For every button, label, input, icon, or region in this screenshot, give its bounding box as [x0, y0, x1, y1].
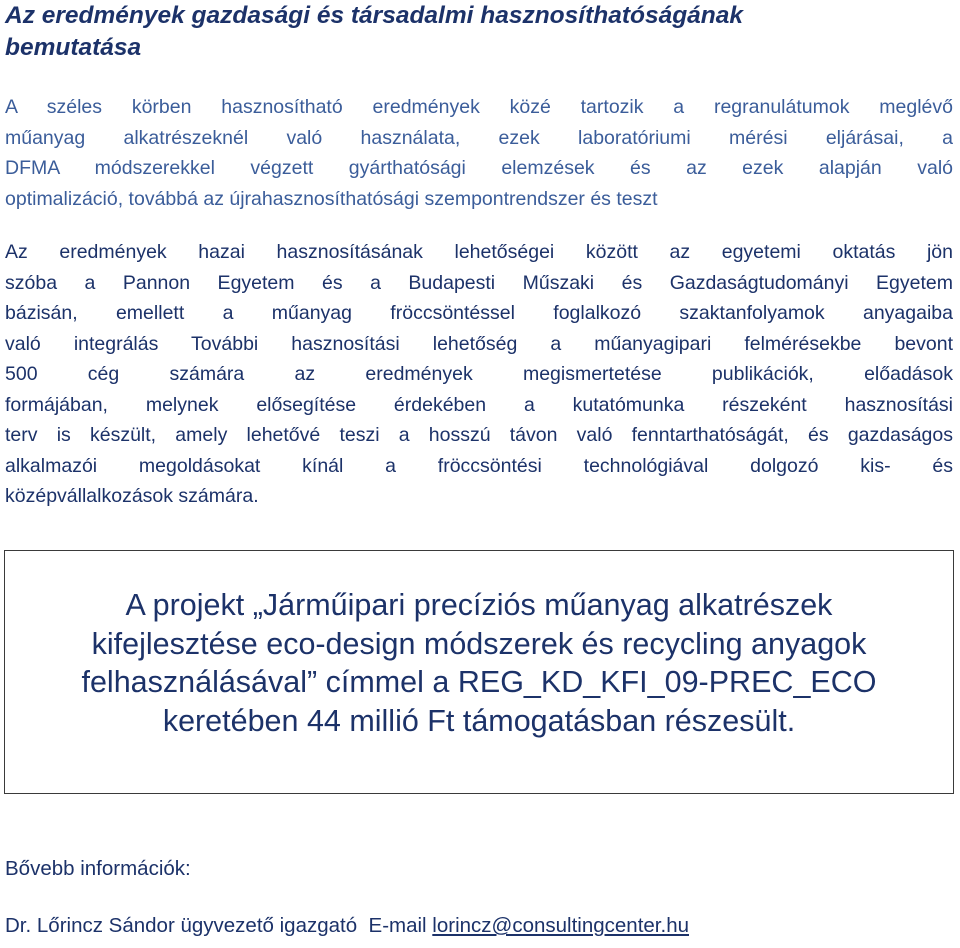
paragraph-domestic-usage	[5, 237, 953, 512]
title-line: bemutatása	[5, 34, 142, 61]
paragraph-results-usage	[5, 92, 953, 214]
funding-line: A projekt „Járműipari precíziós műanyag alkatrészek	[125, 588, 833, 622]
email-link[interactable]: lorincz@consultingcenter.hu	[432, 914, 689, 937]
paragraph-line: bázisán, emellett a műanyag fröccsöntéssel foglalkozó szaktanfolyamok anyagaiba	[5, 302, 953, 324]
funding-notice-text	[5, 586, 953, 740]
paragraph-line: Az eredmények hazai hasznosításának lehetőségei között az egyetemi oktatás jön	[5, 241, 953, 263]
funding-line: keretében 44 millió Ft támogatásban részesült.	[162, 703, 796, 738]
title-line: Az eredmények gazdasági és társadalmi hasznosíthatóságának	[5, 2, 744, 29]
paragraph-line: szóba a Pannon Egyetem és a Budapesti Műszaki és Gazdaságtudományi Egyetem	[5, 271, 953, 294]
paragraph-line: való integrálás További hasznosítási lehetőség a műanyagipari felmérésekbe bevont	[5, 332, 953, 355]
paragraph-line: alkalmazói megoldásokat kínál a fröccsöntési technológiával dolgozó kis- és	[5, 454, 953, 477]
paragraph-line: DFMA módszerekkel végzett gyárthatósági elemzések és az ezek alapján való	[5, 157, 953, 179]
paragraph-line: optimalizáció, továbbá az újrahasznosíthatósági szempontrendszer és teszt	[5, 187, 658, 210]
contact-text: Dr. Lőrincz Sándor ügyvezető igazgató E-mail	[5, 914, 433, 937]
more-info-label: Bővebb információk:	[5, 857, 191, 880]
paragraph-line: 500 cég számára az eredmények megismertetése publikációk, előadások	[5, 363, 953, 385]
funding-notice-box	[4, 550, 954, 794]
paragraph-line: műanyag alkatrészeknél való használata, ezek laboratóriumi mérési eljárásai, a	[5, 126, 953, 149]
paragraph-line: terv is készült, amely lehetővé teszi a hosszú távon való fenntarthatóságát, és gazdaságos	[5, 424, 953, 446]
paragraph-line: A széles körben hasznosítható eredmények közé tartozik a regranulátumok meglévő	[5, 96, 953, 118]
funding-line: felhasználásával” címmel a REG_KD_KFI_09-PREC_ECO	[81, 665, 877, 699]
section-title	[5, 0, 953, 64]
paragraph-line: középvállalkozások számára.	[5, 485, 259, 507]
funding-line: kifejlesztése eco-design módszerek és recycling anyagok	[91, 626, 867, 661]
paragraph-line: formájában, melynek elősegítése érdekében a kutatómunka részeként hasznosítási	[5, 393, 953, 416]
contact-line	[5, 913, 689, 939]
